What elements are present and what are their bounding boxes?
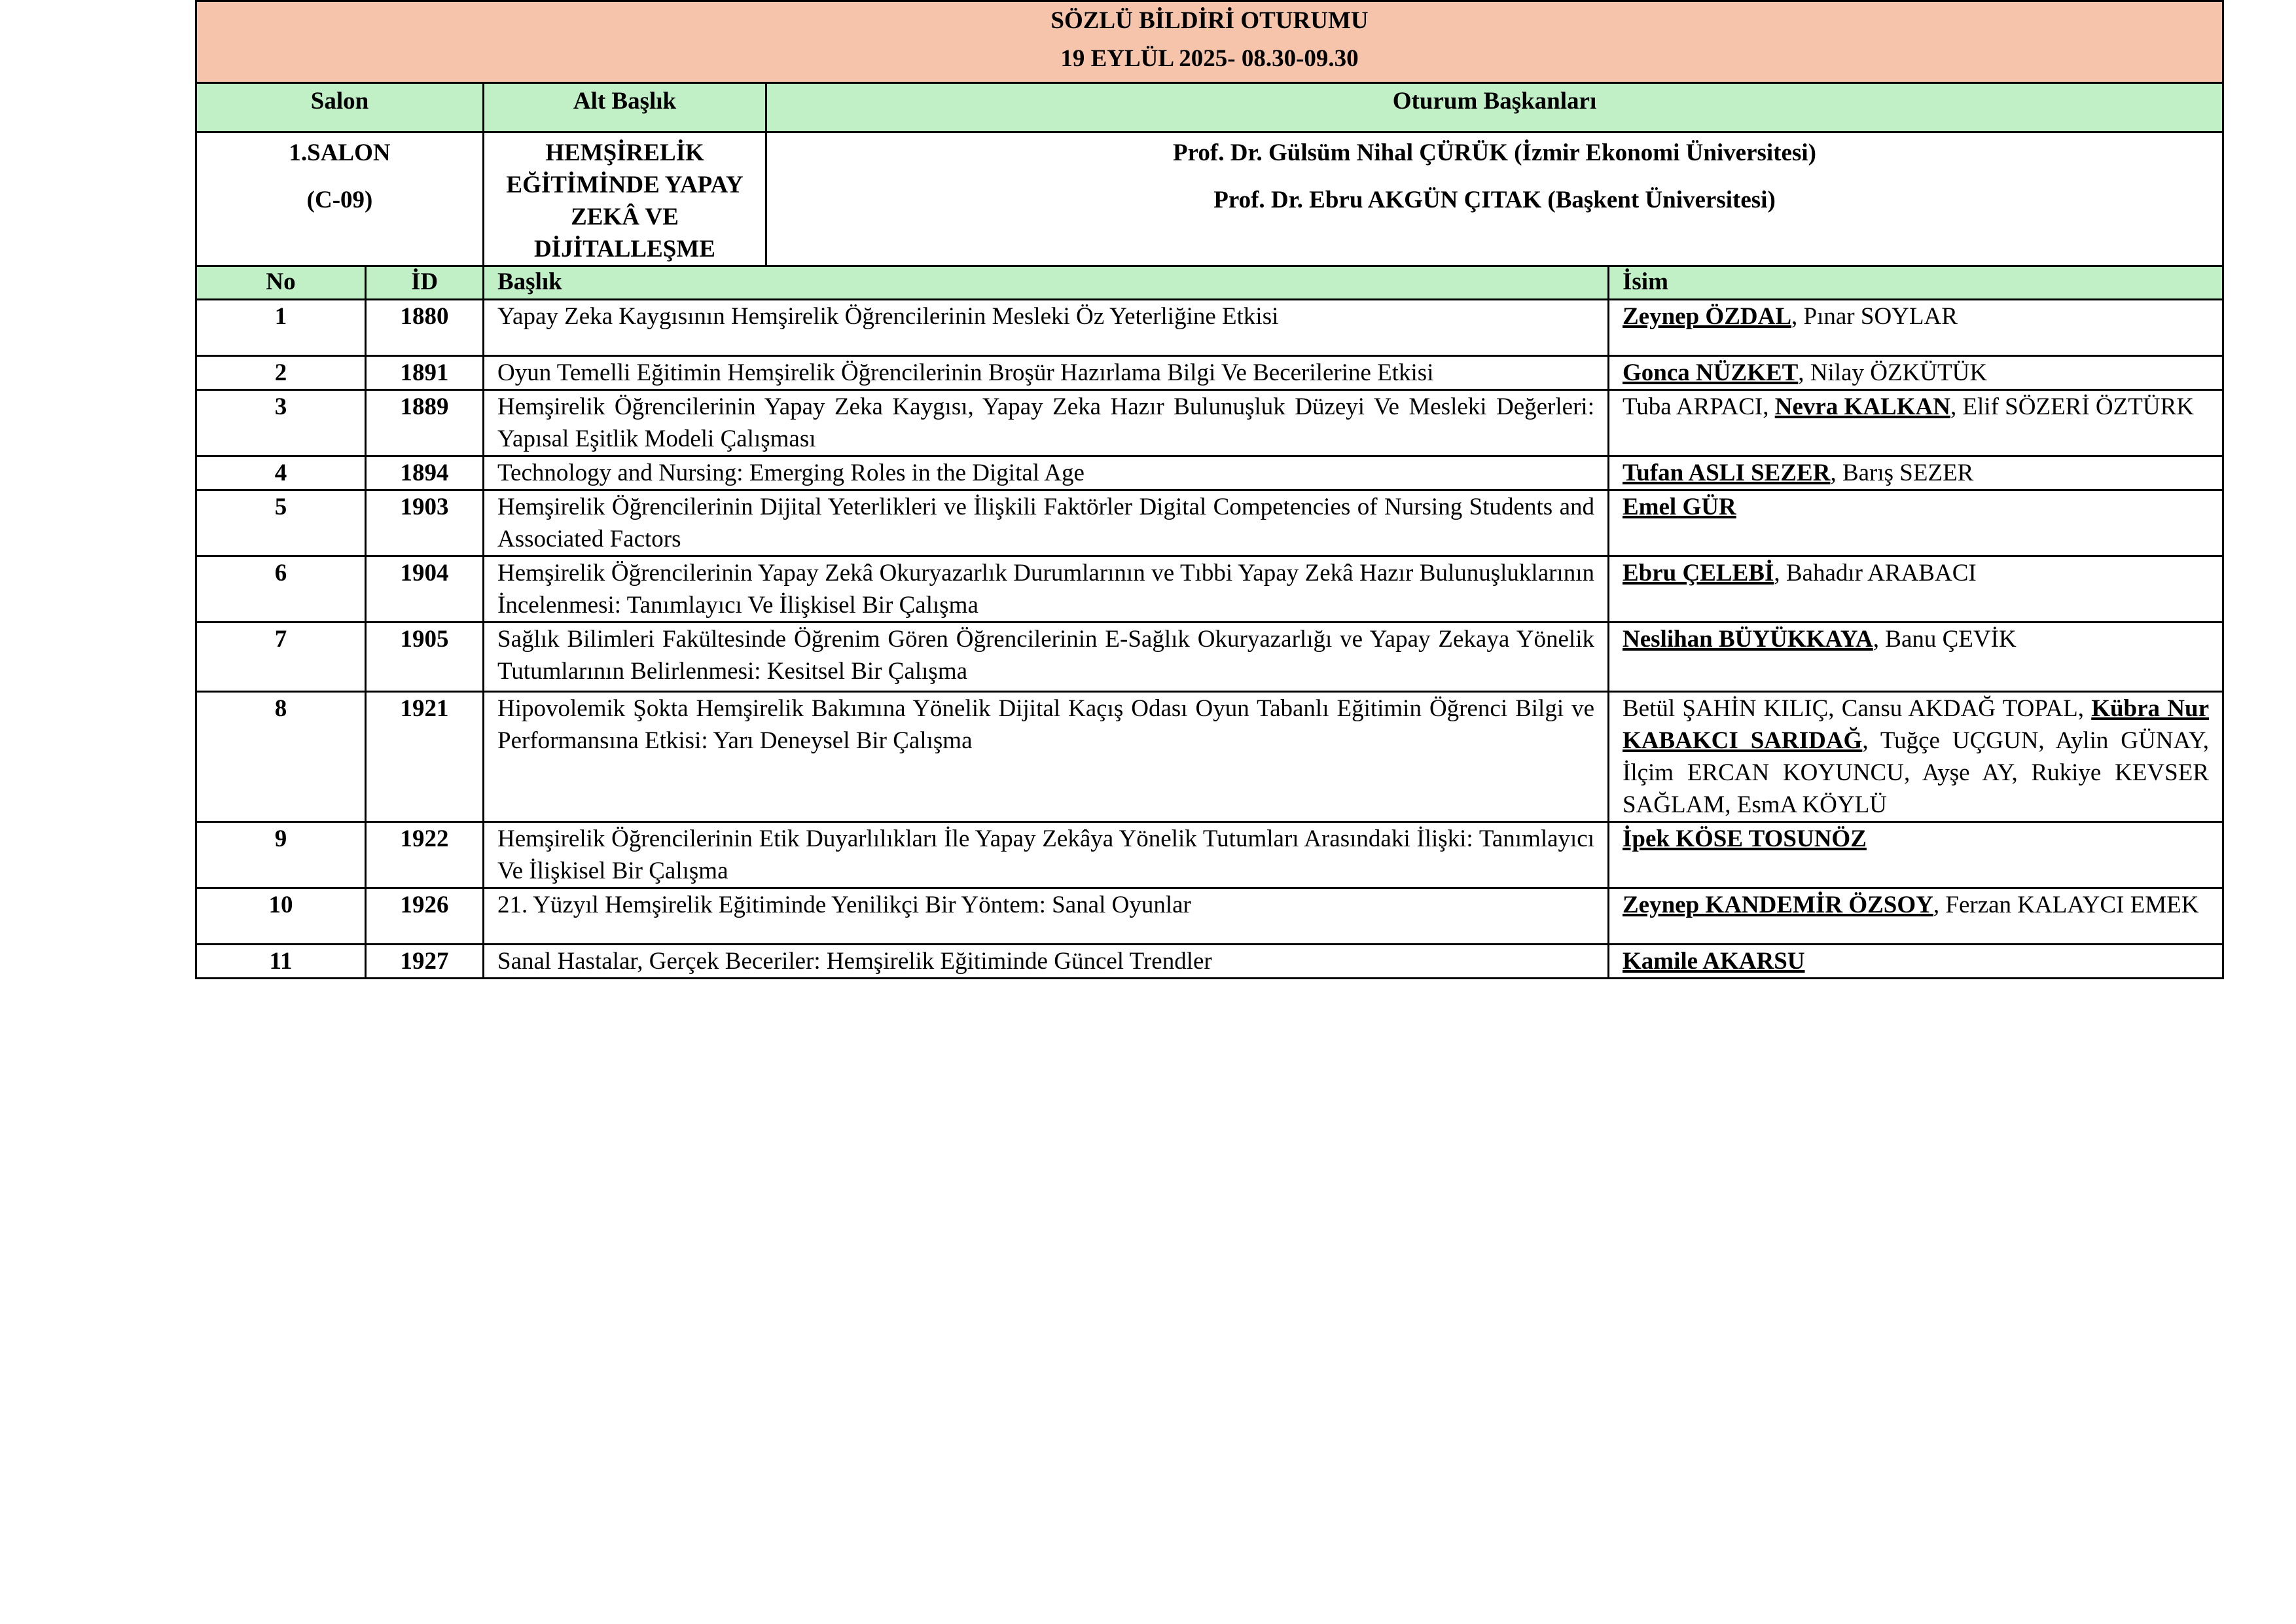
row-id: 1889 [366,390,484,456]
chair: Prof. Dr. Gülsüm Nihal ÇÜRÜK (İzmir Ekonomi Üniversitesi) [1173,139,1816,166]
presenter-name: Gonca NÜZKET [1623,359,1799,386]
row-title: Sağlık Bilimleri Fakültesinde Öğrenim Gören Öğrencilerinin E-Sağlık Okuryazarlığı ve Yapay Zekaya Yönelik Tutumlarının Belirlenmesi: Kesitsel Bir Çalışma [484,623,1609,692]
row-no: 2 [196,356,366,390]
row-names [1609,822,2223,888]
alt-baslik-line: ZEKÂ VE DİJİTALLEŞME [534,204,715,262]
table-row [196,356,2223,390]
table-row [196,822,2223,888]
col-id: İD [366,266,484,300]
row-no: 6 [196,556,366,623]
row-no: 3 [196,390,366,456]
table-row [196,692,2223,822]
author-names: , Tuğçe UÇGUN, Aylin GÜNAY, İlçim ERCAN KOYUNCU, Ayşe AY, Rukiye KEVSER SAĞLAM, EsmA KÖYLÜ [1623,727,2209,818]
table-row [196,390,2223,456]
table-row [196,556,2223,623]
author-names: , Nilay ÖZKÜTÜK [1798,359,1988,386]
author-names: , Elif SÖZERİ ÖZTÜRK [1950,393,2194,420]
col-no: No [196,266,366,300]
presenter-name: İpek KÖSE TOSUNÖZ [1623,825,1867,852]
row-id: 1921 [366,692,484,822]
row-title: Hemşirelik Öğrencilerinin Yapay Zeka Kaygısı, Yapay Zeka Hazır Bulunuşluk Düzeyi Ve Mesleki Değerleri: Yapısal Eşitlik Modeli Çalışması [484,390,1609,456]
row-no: 9 [196,822,366,888]
row-no: 4 [196,456,366,490]
author-names: , Pınar SOYLAR [1791,303,1958,330]
row-id: 1880 [366,300,484,356]
row-title: Hemşirelik Öğrencilerinin Yapay Zekâ Okuryazarlık Durumlarının ve Tıbbi Yapay Zekâ Hazır Bulunuşluklarının İncelenmesi: Tanımlayıcı Ve İlişkisel Bir Çalışma [484,556,1609,623]
row-id: 1926 [366,888,484,945]
session-title-cell [196,1,2223,83]
row-names [1609,300,2223,356]
row-names [1609,623,2223,692]
col-title: Başlık [484,266,1609,300]
chair: Prof. Dr. Ebru AKGÜN ÇITAK (Başkent Üniversitesi) [1213,187,1776,213]
row-no: 8 [196,692,366,822]
row-names [1609,945,2223,979]
col-salon: Salon [196,83,484,132]
table-row [196,490,2223,556]
salon-name: 1.SALON [289,139,391,166]
row-id: 1904 [366,556,484,623]
session-table [195,0,2224,979]
row-id: 1922 [366,822,484,888]
author-names: , Bahadır ARABACI [1774,560,1977,586]
presenter-name: Ebru ÇELEBİ [1623,560,1774,586]
session-title: SÖZLÜ BİLDİRİ OTURUMU [1050,7,1369,34]
row-names [1609,692,2223,822]
row-title: Yapay Zeka Kaygısının Hemşirelik Öğrencilerinin Mesleki Öz Yeterliğine Etkisi [484,300,1609,356]
row-id: 1905 [366,623,484,692]
table-row [196,888,2223,945]
row-title: Technology and Nursing: Emerging Roles in the Digital Age [484,456,1609,490]
presenter-name: Tufan ASLI SEZER [1623,460,1831,486]
col-name: İsim [1609,266,2223,300]
salon-room: (C-09) [306,187,373,213]
presenter-name: Neslihan BÜYÜKKAYA [1623,626,1873,653]
presenter-name: Emel GÜR [1623,494,1736,520]
presenter-name: Nevra KALKAN [1774,393,1950,420]
row-no: 1 [196,300,366,356]
col-alt-baslik: Alt Başlık [484,83,766,132]
row-id: 1891 [366,356,484,390]
table-row [196,945,2223,979]
table-row [196,300,2223,356]
author-names: , Barış SEZER [1830,460,1974,486]
presenter-name: Zeynep ÖZDAL [1623,303,1792,330]
presenter-name: Zeynep KANDEMİR ÖZSOY [1623,892,1933,918]
row-names [1609,888,2223,945]
row-title: 21. Yüzyıl Hemşirelik Eğitiminde Yenilikçi Bir Yöntem: Sanal Oyunlar [484,888,1609,945]
row-id: 1894 [366,456,484,490]
row-title: Hipovolemik Şokta Hemşirelik Bakımına Yönelik Dijital Kaçış Odası Oyun Tabanlı Eğitimin Öğrenci Bilgi ve Performansına Etkisi: Yarı Deneysel Bir Çalışma [484,692,1609,822]
author-names: Betül ŞAHİN KILIÇ, Cansu AKDAĞ TOPAL, [1623,695,2092,722]
col-baskanlar: Oturum Başkanları [766,83,2223,132]
row-id: 1927 [366,945,484,979]
row-names [1609,356,2223,390]
row-no: 11 [196,945,366,979]
chairs-cell [766,132,2223,266]
row-names [1609,456,2223,490]
row-title: Hemşirelik Öğrencilerinin Dijital Yeterlikleri ve İlişkili Faktörler Digital Competencies of Nursing Students and Associated Factors [484,490,1609,556]
alt-baslik-line: HEMŞİRELİK EĞİTİMİNDE YAPAY [506,139,744,198]
row-no: 7 [196,623,366,692]
author-names: Tuba ARPACI, [1623,393,1775,420]
row-no: 5 [196,490,366,556]
row-title: Oyun Temelli Eğitimin Hemşirelik Öğrencilerinin Broşür Hazırlama Bilgi Ve Becerilerine Etkisi [484,356,1609,390]
row-title: Hemşirelik Öğrencilerinin Etik Duyarlılıkları İle Yapay Zekâya Yönelik Tutumları Arasındaki İlişki: Tanımlayıcı Ve İlişkisel Bir Çalışma [484,822,1609,888]
row-names [1609,490,2223,556]
row-title: Sanal Hastalar, Gerçek Beceriler: Hemşirelik Eğitiminde Güncel Trendler [484,945,1609,979]
author-names: , Banu ÇEVİK [1873,626,2017,653]
author-names: , Ferzan KALAYCI EMEK [1933,892,2199,918]
session-date: 19 EYLÜL 2025- 08.30-09.30 [1060,45,1359,72]
table-row [196,623,2223,692]
row-names [1609,556,2223,623]
row-names [1609,390,2223,456]
table-row [196,456,2223,490]
presenter-name: Kübra Nur KABAKCI SARIDAĞ [1623,695,2209,754]
salon-cell [196,132,484,266]
row-id: 1903 [366,490,484,556]
row-no: 10 [196,888,366,945]
presenter-name: Kamile AKARSU [1623,948,1805,975]
alt-baslik-cell [484,132,766,266]
